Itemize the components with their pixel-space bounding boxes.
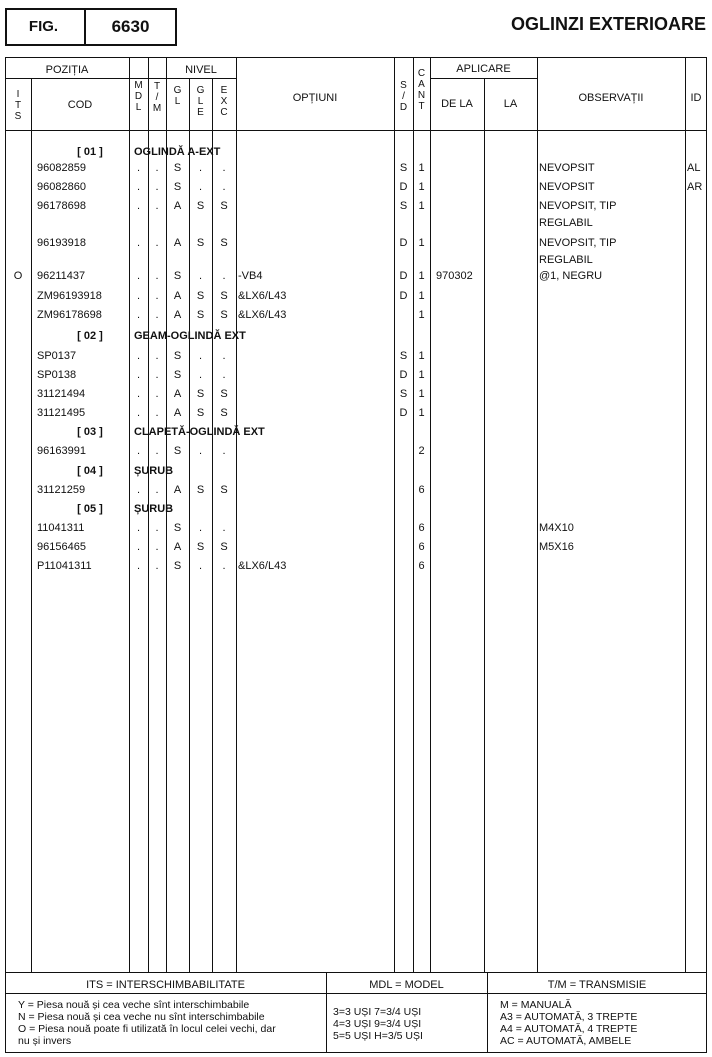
cell-tm: . — [155, 162, 159, 174]
cell-mdl: . — [136, 388, 141, 400]
cell-gle: . — [198, 522, 203, 534]
cell-opt: &LX6/L43 — [238, 309, 287, 321]
cell-exc: . — [222, 369, 226, 381]
cell-gle: S — [196, 200, 205, 212]
cell-mdl: . — [136, 541, 141, 553]
cell-exc: S — [220, 237, 228, 249]
cell-tm: . — [155, 445, 159, 457]
legend-tm-title: T/M = TRANSMISIE — [547, 979, 647, 991]
cell-gle: S — [196, 388, 205, 400]
cell-gle: . — [198, 181, 203, 193]
cell-mdl: . — [136, 162, 141, 174]
cell-cod: 96082860 — [37, 181, 86, 193]
cell-gle: . — [198, 162, 203, 174]
legend-its-title: ITS = INTERSCHIMBABILITATE — [86, 979, 245, 991]
header-cant: C A N T — [417, 68, 426, 112]
cell-cod: ZM96193918 — [37, 290, 102, 302]
cell-gle: . — [198, 560, 203, 572]
header-optiuni: OPȚIUNI — [292, 92, 338, 104]
cell-mdl: . — [136, 181, 141, 193]
header-la: LA — [503, 98, 518, 110]
cell-sd: D — [399, 290, 408, 302]
cell-gl: S — [173, 162, 182, 174]
cell-cod: 31121495 — [37, 407, 86, 419]
cell-exc: . — [222, 445, 226, 457]
cell-gl: A — [173, 200, 182, 212]
cell-tm: . — [155, 407, 159, 419]
cell-tm: . — [155, 290, 159, 302]
cell-tm: . — [155, 350, 159, 362]
cell-exc: S — [220, 309, 228, 321]
cell-cant: 1 — [418, 388, 425, 400]
legend-tm-lines: M = MANUALĂ A3 = AUTOMATĂ, 3 TREPTE A4 = AUTOMATĂ, 4 TREPTE AC = AUTOMATĂ, AMBELE — [500, 999, 638, 1047]
cell-gl: A — [173, 407, 182, 419]
cell-sd: D — [399, 369, 408, 381]
cell-obs: M5X16 — [539, 541, 574, 553]
cell-tm: . — [155, 270, 159, 282]
legend-mdl-lines: 3=3 UȘI 7=3/4 UȘI 4=3 UȘI 9=3/4 UȘI 5=5 UȘI H=3/5 UȘI — [333, 1006, 423, 1042]
cell-cant: 1 — [418, 181, 425, 193]
cell-opt: -VB4 — [238, 270, 263, 282]
cell-exc: S — [220, 388, 228, 400]
legend-mdl-title: MDL = MODEL — [369, 979, 444, 991]
cell-obs: @1, NEGRU — [539, 270, 603, 282]
header-exc: E X C — [220, 85, 228, 118]
cell-tm: . — [155, 369, 159, 381]
header-observatii: OBSERVAȚII — [578, 92, 644, 104]
cell-cant: 6 — [418, 560, 425, 572]
group-title: CLAPETĂ-OGLINDĂ EXT — [134, 426, 265, 438]
cell-gle: S — [196, 309, 205, 321]
cell-tm: . — [155, 309, 159, 321]
cell-id: AL — [687, 162, 701, 174]
group-title: ȘURUB — [134, 465, 174, 477]
cell-tm: . — [155, 237, 159, 249]
group-number: [ 01 ] — [77, 146, 103, 158]
cell-gl: S — [173, 522, 182, 534]
cell-cod: 11041311 — [37, 522, 85, 534]
cell-sd: D — [399, 237, 408, 249]
legend-its-lines: Y = Piesa nouă și cea veche sînt interschimbabile N = Piesa nouă și cea veche nu sînt interschimbabile O = Piesa nouă poate fi utilizată în locul celei vechi, dar nu și invers — [18, 999, 276, 1047]
cell-gle: . — [198, 350, 203, 362]
cell-exc: S — [220, 290, 228, 302]
cell-cod: 96211437 — [37, 270, 86, 282]
cell-mdl: . — [136, 350, 141, 362]
cell-gl: S — [173, 560, 182, 572]
cell-gl: S — [173, 445, 182, 457]
cell-gle: S — [196, 237, 205, 249]
cell-gl: S — [173, 369, 182, 381]
cell-exc: S — [220, 484, 228, 496]
header-its: I T S — [14, 89, 22, 122]
group-number: [ 03 ] — [77, 426, 103, 438]
group-number: [ 04 ] — [77, 465, 103, 477]
cell-sd: D — [399, 407, 408, 419]
cell-cod: 96156465 — [37, 541, 86, 553]
cell-gl: S — [173, 350, 182, 362]
cell-gl: A — [173, 541, 182, 553]
cell-cod: 31121494 — [37, 388, 86, 400]
cell-sd: D — [399, 270, 408, 282]
cell-cant: 1 — [418, 200, 425, 212]
group-title: ȘURUB — [134, 503, 174, 515]
cell-sd: S — [399, 350, 408, 362]
group-title: GEAM-OGLINDĂ EXT — [134, 330, 246, 342]
cell-mdl: . — [136, 522, 141, 534]
cell-cod: SP0138 — [37, 369, 77, 381]
cell-obs: M4X10 — [539, 522, 574, 534]
cell-id: AR — [687, 181, 703, 193]
cell-gle: S — [196, 484, 205, 496]
cell-mdl: . — [136, 270, 141, 282]
cell-mdl: . — [136, 309, 141, 321]
cell-cant: 1 — [418, 162, 425, 174]
cell-cant: 2 — [418, 445, 425, 457]
cell-mdl: . — [136, 484, 141, 496]
cell-exc: S — [220, 541, 228, 553]
header-mdl: M D L — [134, 80, 143, 113]
header-gl: G L — [173, 85, 182, 107]
cell-cant: 1 — [418, 290, 425, 302]
group-number: [ 02 ] — [77, 330, 103, 342]
cell-cant: 1 — [418, 350, 425, 362]
group-title: OGLINDĂ A-EXT — [134, 146, 221, 158]
cell-sd: D — [399, 181, 408, 193]
cell-gle: . — [198, 369, 203, 381]
cell-tm: . — [155, 541, 159, 553]
cell-gle: S — [196, 541, 205, 553]
cell-exc: S — [220, 200, 228, 212]
header-nivel: NIVEL — [185, 64, 217, 76]
cell-cod: 96163991 — [37, 445, 86, 457]
cell-gle: S — [196, 407, 205, 419]
cell-cant: 6 — [418, 484, 425, 496]
cell-exc: . — [222, 522, 226, 534]
cell-cod: 96178698 — [37, 200, 86, 212]
cell-gl: A — [173, 290, 182, 302]
cell-obs: NEVOPSIT — [539, 162, 595, 174]
cell-obs: NEVOPSIT, TIP REGLABIL — [539, 237, 617, 266]
header-gle: G L E — [196, 85, 205, 118]
cell-obs: NEVOPSIT, TIP REGLABIL — [539, 200, 617, 229]
cell-opt: &LX6/L43 — [238, 290, 287, 302]
cell-mdl: . — [136, 290, 141, 302]
cell-tm: . — [155, 522, 159, 534]
header-pozitia: POZIȚIA — [45, 64, 89, 76]
header-de-la: DE LA — [441, 98, 473, 110]
header-id: ID — [690, 92, 702, 104]
cell-dela: 970302 — [436, 270, 473, 282]
cell-mdl: . — [136, 200, 141, 212]
cell-tm: . — [155, 388, 159, 400]
header-aplicare: APLICARE — [456, 63, 511, 75]
cell-cant: 6 — [418, 522, 425, 534]
cell-cant: 6 — [418, 541, 425, 553]
header-cod: COD — [67, 99, 93, 111]
cell-mdl: . — [136, 407, 141, 419]
cell-cant: 1 — [418, 407, 425, 419]
cell-gl: A — [173, 484, 182, 496]
cell-gle: . — [198, 270, 203, 282]
cell-opt: &LX6/L43 — [238, 560, 287, 572]
cell-exc: . — [222, 560, 226, 572]
cell-cod: 96082859 — [37, 162, 86, 174]
cell-cod: P11041311 — [37, 560, 92, 572]
cell-sd: S — [399, 388, 408, 400]
cell-obs: NEVOPSIT — [539, 181, 595, 193]
cell-cant: 1 — [418, 369, 425, 381]
group-number: [ 05 ] — [77, 503, 103, 515]
cell-exc: . — [222, 162, 226, 174]
figure-label: FIG. — [28, 18, 59, 35]
cell-gle: . — [198, 445, 203, 457]
cell-cod: 31121259 — [37, 484, 86, 496]
cell-exc: . — [222, 270, 226, 282]
header-sd: S / D — [399, 80, 408, 113]
cell-exc: . — [222, 181, 226, 193]
cell-gl: S — [173, 270, 182, 282]
cell-cant: 1 — [418, 270, 425, 282]
cell-cod: SP0137 — [37, 350, 77, 362]
cell-mdl: . — [136, 445, 141, 457]
figure-number: 6630 — [111, 17, 150, 36]
cell-cod: 96193918 — [37, 237, 86, 249]
cell-gl: A — [173, 388, 182, 400]
cell-exc: S — [220, 407, 228, 419]
cell-cod: ZM96178698 — [37, 309, 102, 321]
cell-gl: A — [173, 237, 182, 249]
cell-its: O — [13, 270, 23, 282]
cell-gle: S — [196, 290, 205, 302]
cell-mdl: . — [136, 369, 141, 381]
cell-cant: 1 — [418, 309, 425, 321]
cell-tm: . — [155, 181, 159, 193]
cell-tm: . — [155, 560, 159, 572]
cell-mdl: . — [136, 560, 141, 572]
cell-exc: . — [222, 350, 226, 362]
cell-gl: A — [173, 309, 182, 321]
cell-sd: S — [399, 200, 408, 212]
cell-sd: S — [399, 162, 408, 174]
cell-mdl: . — [136, 237, 141, 249]
page-title: OGLINZI EXTERIOARE — [510, 14, 706, 34]
cell-gl: S — [173, 181, 182, 193]
cell-tm: . — [155, 200, 159, 212]
cell-cant: 1 — [418, 237, 425, 249]
header-tm: T / M — [152, 81, 162, 114]
cell-tm: . — [155, 484, 159, 496]
